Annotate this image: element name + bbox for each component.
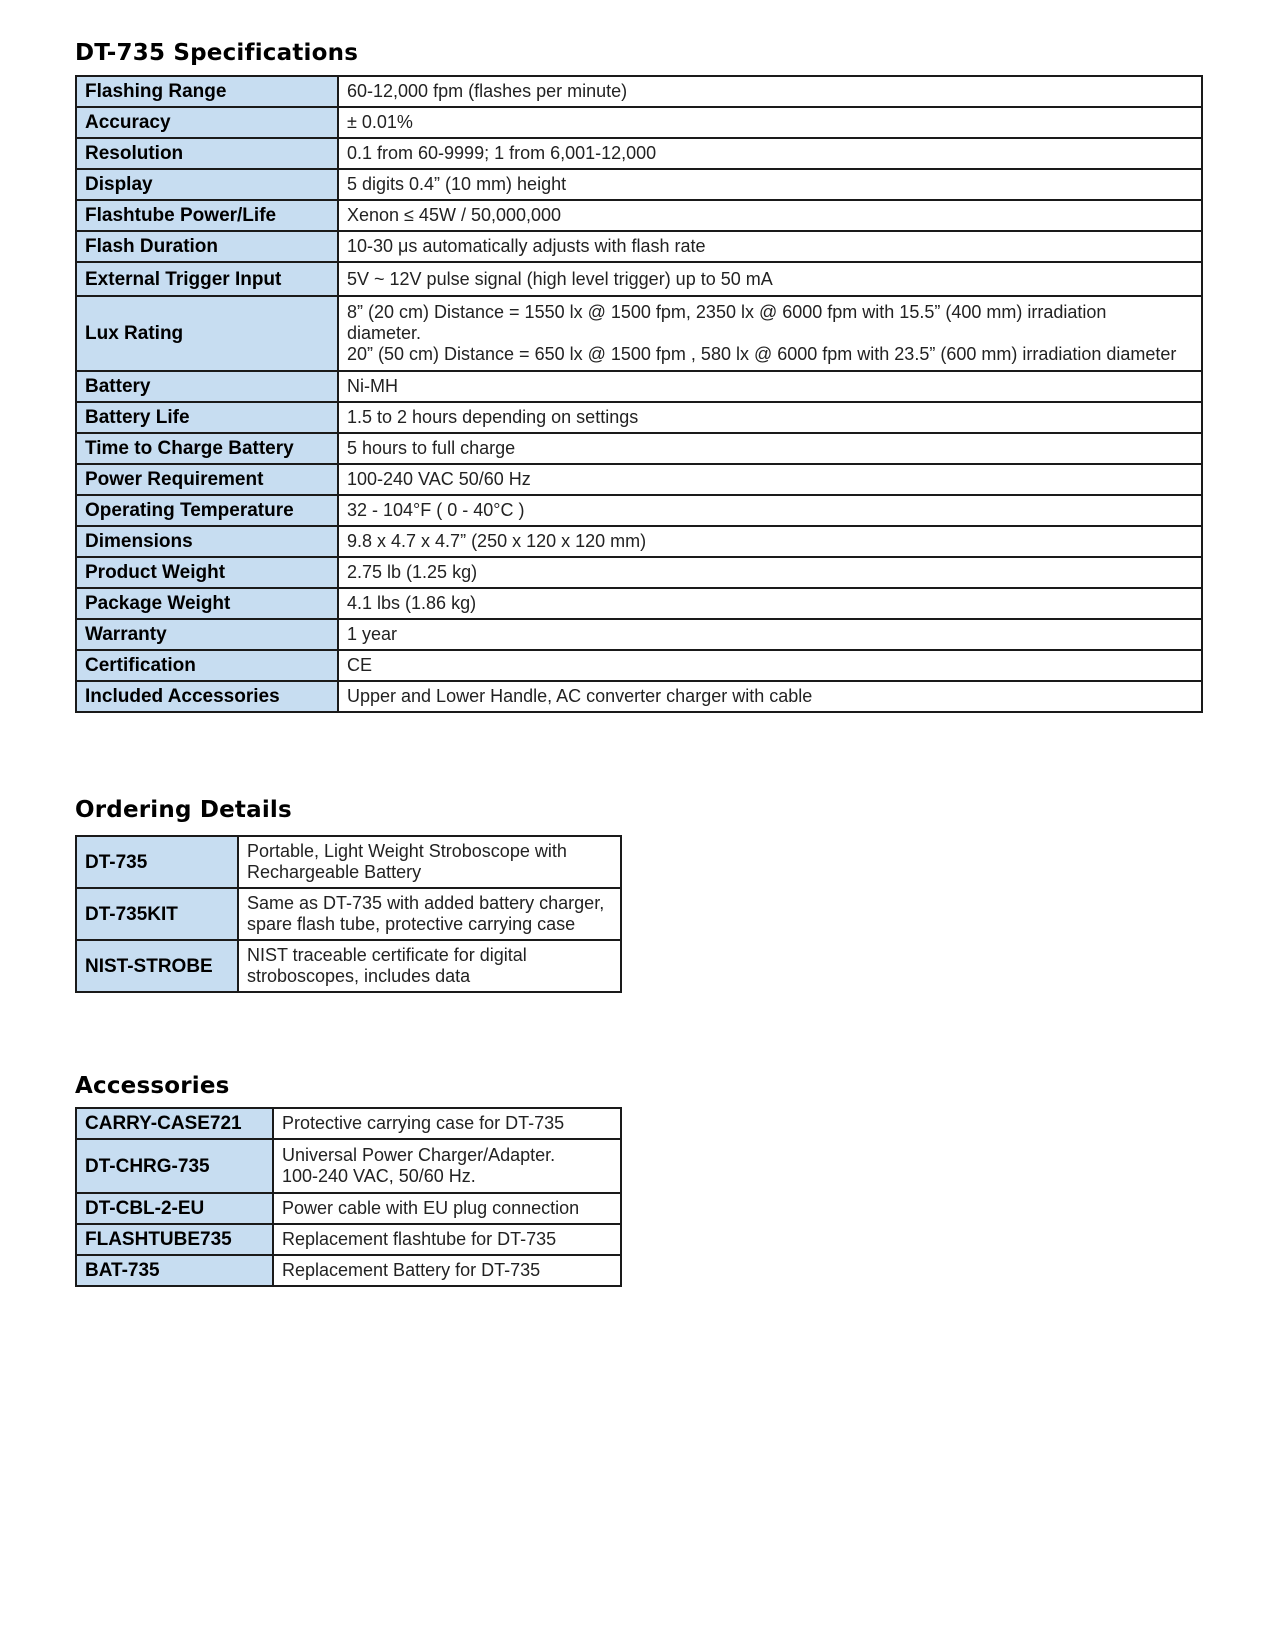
table-row — [76, 138, 1202, 169]
row-label: DT-CBL-2-EU — [76, 1193, 273, 1224]
row-label: Accuracy — [76, 107, 338, 138]
row-value-line: 100-240 VAC, 50/60 Hz. — [282, 1166, 476, 1186]
table-row — [76, 1224, 621, 1255]
row-value — [338, 619, 1202, 650]
row-value-line: Protective carrying case for DT-735 — [282, 1113, 565, 1133]
row-label: Flashing Range — [76, 76, 338, 107]
row-value-line: 9.8 x 4.7 x 4.7” (250 x 120 x 120 mm) — [347, 531, 647, 551]
table-row — [76, 888, 621, 940]
row-value-line: Portable, Light Weight Stroboscope with — [247, 841, 567, 861]
table-row — [76, 76, 1202, 107]
row-label: Package Weight — [76, 588, 338, 619]
table-row — [76, 371, 1202, 402]
row-label: DT-735KIT — [76, 888, 238, 940]
row-value-line: Universal Power Charger/Adapter. — [282, 1145, 556, 1165]
row-label: Display — [76, 169, 338, 200]
row-value — [338, 526, 1202, 557]
row-label: DT-735 — [76, 836, 238, 888]
row-value-line: 20” (50 cm) Distance = 650 lx @ 1500 fpm , 580 lx @ 6000 fpm with 23.5” (600 mm) irradiation diameter — [347, 344, 1177, 364]
table-row — [76, 940, 621, 992]
row-label: Product Weight — [76, 557, 338, 588]
row-value — [273, 1255, 621, 1286]
row-label: Lux Rating — [76, 296, 338, 371]
row-value — [338, 495, 1202, 526]
table-row — [76, 495, 1202, 526]
table-row — [76, 1193, 621, 1224]
table-row — [76, 433, 1202, 464]
row-value — [338, 681, 1202, 712]
table-row — [76, 1255, 621, 1286]
row-label: NIST-STROBE — [76, 940, 238, 992]
row-value-line: Replacement Battery for DT-735 — [282, 1260, 541, 1280]
row-value — [338, 433, 1202, 464]
row-label: Flash Duration — [76, 231, 338, 262]
row-value-line: Same as DT-735 with added battery charger, — [247, 893, 605, 913]
row-value-line: Rechargeable Battery — [247, 862, 422, 882]
row-value-line: 1 year — [347, 624, 398, 644]
row-label: Dimensions — [76, 526, 338, 557]
table-row — [76, 231, 1202, 262]
row-value-line: spare flash tube, protective carrying case — [247, 914, 576, 934]
row-value-line: CE — [347, 655, 373, 675]
row-value-line: NIST traceable certificate for digital — [247, 945, 527, 965]
row-label: Battery Life — [76, 402, 338, 433]
row-label: Operating Temperature — [76, 495, 338, 526]
row-label: FLASHTUBE735 — [76, 1224, 273, 1255]
row-value — [338, 262, 1202, 296]
table-row — [76, 169, 1202, 200]
specifications-title: DT-735 Specifications — [75, 40, 359, 66]
table-row — [76, 200, 1202, 231]
row-value — [338, 464, 1202, 495]
row-value — [273, 1108, 621, 1139]
row-value-line: Power cable with EU plug connection — [282, 1198, 580, 1218]
row-value-line: Xenon ≤ 45W / 50,000,000 — [347, 205, 562, 225]
row-value — [338, 76, 1202, 107]
row-value-line: 4.1 lbs (1.86 kg) — [347, 593, 477, 613]
row-value-line: Replacement flashtube for DT-735 — [282, 1229, 557, 1249]
row-value-line: 5V ~ 12V pulse signal (high level trigger) up to 50 mA — [347, 268, 773, 289]
row-label: CARRY-CASE721 — [76, 1108, 273, 1139]
row-label: BAT-735 — [76, 1255, 273, 1286]
row-value-line: diameter. — [347, 323, 422, 343]
row-value — [238, 940, 621, 992]
row-value-line: Ni-MH — [347, 376, 398, 396]
table-row — [76, 296, 1202, 371]
row-value — [338, 650, 1202, 681]
table-row — [76, 526, 1202, 557]
row-value — [338, 402, 1202, 433]
ordering-details-title: Ordering Details — [75, 797, 292, 823]
table-row — [76, 650, 1202, 681]
row-value-line: 5 hours to full charge — [347, 438, 516, 458]
row-value — [338, 557, 1202, 588]
row-value — [273, 1224, 621, 1255]
row-value-line: ± 0.01% — [347, 112, 413, 132]
row-value — [338, 588, 1202, 619]
table-row — [76, 402, 1202, 433]
row-value-line: 1.5 to 2 hours depending on settings — [347, 407, 639, 427]
row-value — [238, 836, 621, 888]
table-row — [76, 107, 1202, 138]
table-row — [76, 464, 1202, 495]
row-value-line: 2.75 lb (1.25 kg) — [347, 562, 478, 582]
table-row — [76, 681, 1202, 712]
table-row — [76, 1108, 621, 1139]
row-value — [338, 296, 1202, 371]
row-value-line: 5 digits 0.4” (10 mm) height — [347, 174, 567, 194]
row-label: Resolution — [76, 138, 338, 169]
row-value-line: stroboscopes, includes data — [247, 966, 471, 986]
row-label: Time to Charge Battery — [76, 433, 338, 464]
ordering-details-table — [75, 835, 622, 993]
table-row — [76, 262, 1202, 296]
row-value-line: 10-30 μs automatically adjusts with flash rate — [347, 236, 706, 256]
row-label: DT-CHRG-735 — [76, 1139, 273, 1193]
row-value-line: 60-12,000 fpm (flashes per minute) — [347, 81, 628, 101]
row-value-line: Upper and Lower Handle, AC converter charger with cable — [347, 686, 813, 706]
table-row — [76, 588, 1202, 619]
row-label: Warranty — [76, 619, 338, 650]
row-value — [338, 138, 1202, 169]
row-value — [338, 231, 1202, 262]
row-value — [338, 169, 1202, 200]
accessories-table — [75, 1107, 622, 1287]
accessories-title: Accessories — [75, 1073, 230, 1099]
row-value-line: 0.1 from 60-9999; 1 from 6,001-12,000 — [347, 143, 657, 163]
specifications-table — [75, 75, 1203, 713]
row-value-line: 8” (20 cm) Distance = 1550 lx @ 1500 fpm, 2350 lx @ 6000 fpm with 15.5” (400 mm) irradiation — [347, 302, 1107, 322]
row-value — [273, 1193, 621, 1224]
row-value-line: 32 - 104°F ( 0 - 40°C ) — [347, 500, 525, 520]
row-value-line: 100-240 VAC 50/60 Hz — [347, 469, 531, 489]
row-label: Included Accessories — [76, 681, 338, 712]
row-label: Flashtube Power/Life — [76, 200, 338, 231]
row-value — [338, 371, 1202, 402]
row-label: Power Requirement — [76, 464, 338, 495]
table-row — [76, 1139, 621, 1193]
row-label: External Trigger Input — [76, 262, 338, 296]
row-value — [273, 1139, 621, 1193]
table-row — [76, 557, 1202, 588]
row-value — [238, 888, 621, 940]
row-value — [338, 107, 1202, 138]
table-row — [76, 619, 1202, 650]
row-value — [338, 200, 1202, 231]
row-label: Certification — [76, 650, 338, 681]
row-label: Battery — [76, 371, 338, 402]
table-row — [76, 836, 621, 888]
